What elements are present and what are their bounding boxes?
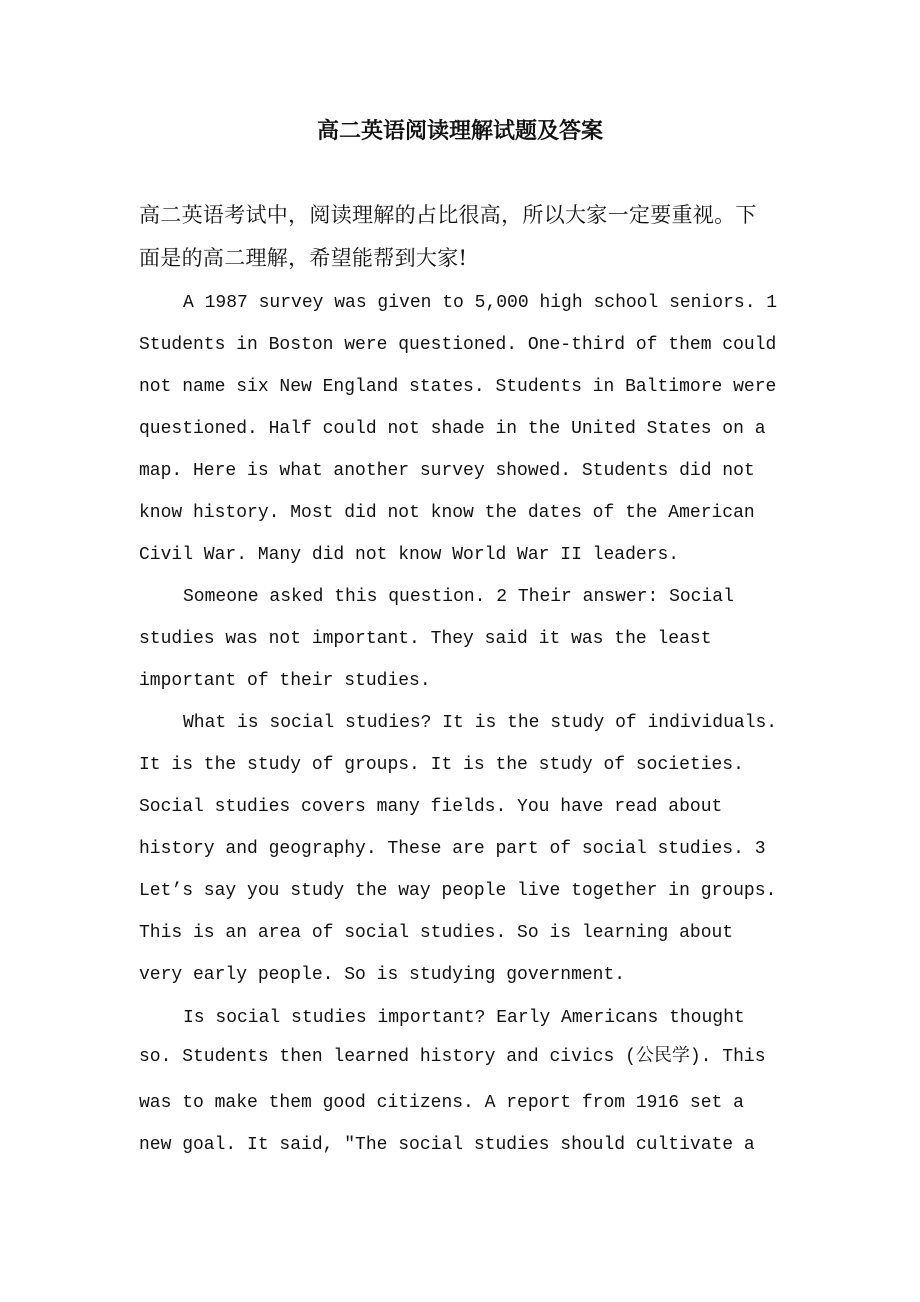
text-line: Civil War. Many did not know World War II leaders. <box>139 545 680 565</box>
text-line: It is the study of groups. It is the study of societies. <box>139 755 744 775</box>
text-line: map. Here is what another survey showed. Students did not <box>139 461 755 481</box>
text-line: new goal. It said, ″The social studies should cultivate a <box>139 1135 755 1155</box>
text-line: questioned. Half could not shade in the United States on a <box>139 419 766 439</box>
text-line: This is an area of social studies. So is learning about <box>139 923 734 943</box>
text-line: so. Students then learned history and civics (公民学). This <box>139 1047 766 1067</box>
text-line: Students in Boston were questioned. One-third of them could <box>139 335 777 355</box>
text-line: important of their studies. <box>139 671 431 691</box>
text-line: Social studies covers many fields. You have read about <box>139 797 723 817</box>
text-line: very early people. So is studying government. <box>139 965 626 985</box>
text-line: Let’s say you study the way people live together in groups. <box>139 881 777 901</box>
text-line: know history. Most did not know the dates of the American <box>139 503 755 523</box>
text-line: history and geography. These are part of social studies. 3 <box>139 839 766 859</box>
text-line: A 1987 survey was given to 5,000 high school seniors. 1 <box>183 293 778 313</box>
text-line: 面是的高二理解，希望能帮到大家! <box>139 246 468 270</box>
text-line: studies was not important. They said it was the least <box>139 629 712 649</box>
document-title: 高二英语阅读理解试题及答案 <box>316 118 603 144</box>
text-line: What is social studies? It is the study of individuals. <box>183 713 778 733</box>
text-line: 高二英语考试中，阅读理解的占比很高，所以大家一定要重视。下 <box>139 203 757 227</box>
text-line: not name six New England states. Students in Baltimore were <box>139 377 777 397</box>
text-line: Someone asked this question. 2 Their answer: Social <box>183 587 734 607</box>
text-line: was to make them good citizens. A report from 1916 set a <box>139 1093 744 1113</box>
text-line: Is social studies important? Early Americans thought <box>183 1008 745 1028</box>
